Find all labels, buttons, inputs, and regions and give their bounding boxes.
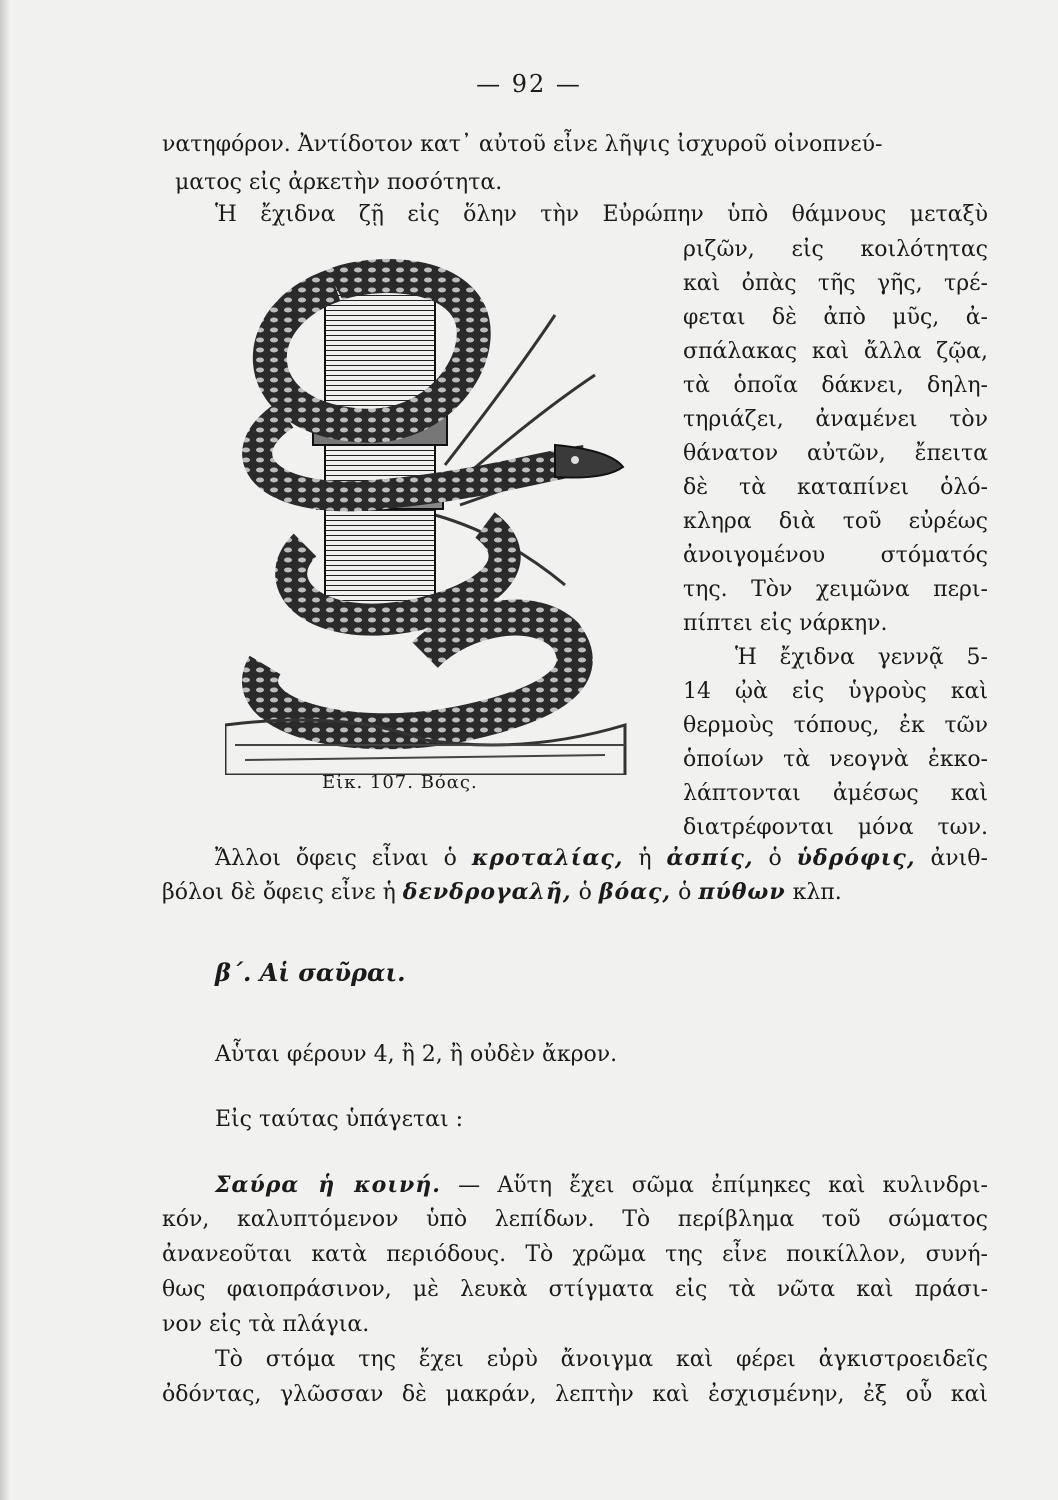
text-run: ὁ	[753, 846, 797, 871]
text-run: ὁ	[571, 880, 599, 905]
mouth-line: ὀδόντας, γλῶσσαν δὲ μακράν, λεπτὴν καὶ ἐσχισμένην, ἐξ οὗ καὶ	[162, 1382, 988, 1407]
column-line: φεται δὲ ἀπὸ μῦς, ἀ-	[683, 305, 988, 330]
term-voas: βόας,	[598, 879, 672, 905]
term-krotalias: κροταλίας,	[471, 845, 624, 871]
figure-caption: Εἰκ. 107. Βόας.	[322, 772, 478, 793]
section-line-1: Αὗται φέρουν 4, ἢ 2, ἢ οὐδὲν ἄκρον.	[215, 1042, 618, 1067]
text-run: — Αὕτη ἔχει σῶμα ἐπίμηκες καὶ κυλινδρι-	[440, 1173, 988, 1198]
lizard-line: ἀνανεοῦται κατὰ περιόδους. Τὸ χρῶμα της εἶνε ποικίλλον, συνή-	[162, 1242, 988, 1267]
column-line: ἀνοιγομένου στόματός	[683, 543, 988, 568]
term-python: πύθων	[698, 879, 786, 905]
column-line: κληρα διὰ τοῦ εὐρέως	[683, 509, 988, 534]
page-edge-shadow	[0, 0, 10, 1500]
column-line: ριζῶν, εἰς κοιλότητας	[683, 237, 988, 262]
column-line: τὰ ὁποῖα δάκνει, δηλη-	[683, 373, 988, 398]
lizard-line: κόν, καλυπτόμενον ὑπὸ λεπίδων. Τὸ περίβλημα τοῦ σώματος	[162, 1207, 988, 1232]
column-line: σπάλακας καὶ ἄλλα ζῷα,	[683, 339, 988, 364]
boa-illustration	[225, 255, 635, 775]
term-ydrofis: ὑδρόφις,	[796, 845, 916, 871]
text-line-3: Ἡ ἔχιδνα ζῇ εἰς ὅλην τὴν Εὐρώπην ὑπὸ θάμνους μεταξὺ	[215, 202, 988, 227]
term-saura: Σαύρα ἡ κοινή.	[215, 1172, 441, 1198]
section-title: β΄. Αἱ σαῦραι.	[215, 958, 406, 987]
other-snakes-line-1	[215, 843, 988, 874]
column-line: θερμοὺς τόπους, ἐκ τῶν	[683, 713, 988, 738]
text-run: βόλοι δὲ ὄφεις εἶνε ἡ	[162, 880, 403, 905]
column-line: καὶ ὀπὰς τῆς γῆς, τρέ-	[683, 271, 988, 296]
lizard-line: θως φαιοπράσινον, μὲ λευκὰ στίγματα εἰς τὰ νῶτα καὶ πράσι-	[162, 1277, 988, 1302]
mouth-line: Τὸ στόμα της ἔχει εὐρὺ ἄνοιγμα καὶ φέρει ἀγκιστροειδεῖς	[215, 1347, 988, 1372]
column-line: πίπτει εἰς νάρκην.	[683, 611, 888, 636]
text-run: κλπ.	[785, 880, 842, 905]
column-line: δὲ τὰ καταπίνει ὁλό-	[683, 475, 988, 500]
term-dendrogali: δενδρογαλῆ,	[402, 879, 572, 905]
column-line: διατρέφονται μόνα των.	[683, 815, 988, 840]
column-line: 14 ᾠὰ εἰς ὑγροὺς καὶ	[683, 679, 988, 704]
section-line-2: Εἰς ταύτας ὑπάγεται :	[215, 1107, 464, 1132]
text-run: Ἄλλοι ὄφεις εἶναι ὁ	[215, 846, 472, 871]
text-line-1: νατηφόρον. Ἀντίδοτον κατ᾿ αὐτοῦ εἶνε λῆψις ἰσχυροῦ οἰνοπνεύ-	[162, 132, 883, 157]
column-line: θάνατον αὐτῶν, ἔπειτα	[683, 441, 988, 466]
text-line-2: ματος εἰς ἀρκετὴν ποσότητα.	[175, 170, 503, 195]
other-snakes-line-2	[162, 877, 988, 908]
text-run: ὁ	[671, 880, 699, 905]
column-line: λάπτονται ἀμέσως καὶ	[683, 781, 988, 806]
term-aspis: ἀσπίς,	[666, 845, 754, 871]
boa-snake-drawing	[225, 255, 635, 775]
column-line: Ἡ ἔχιδνα γεννᾷ 5-	[735, 645, 988, 670]
text-run: ἀνιθ-	[915, 846, 988, 871]
text-run: ἡ	[623, 846, 667, 871]
lizard-line: νον εἰς τὰ πλάγια.	[162, 1312, 370, 1337]
lizard-line-1	[215, 1170, 988, 1201]
column-line: της. Τὸν χειμῶνα περι-	[683, 577, 988, 602]
page-number: — 92 —	[476, 70, 582, 98]
column-line: τηριάζει, ἀναμένει τὸν	[683, 407, 988, 432]
column-line: ὁποίων τὰ νεογνὰ ἐκκο-	[683, 747, 988, 772]
